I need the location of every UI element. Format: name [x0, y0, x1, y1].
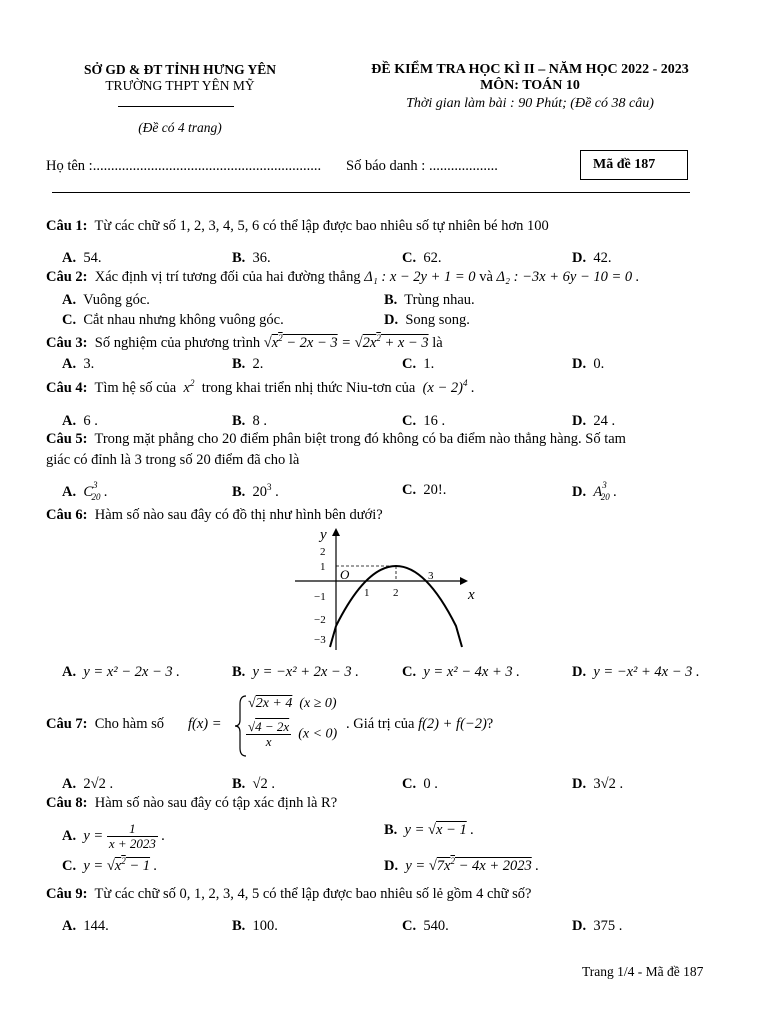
subject-title: MÔN: TOÁN 10	[480, 78, 580, 93]
y-tick-m2: −2	[314, 614, 326, 626]
q8-option-d: D. $y = √7x^2 - 4x + 2023$ .	[384, 856, 539, 874]
q5-option-d: D. $A^3_{20}$ .	[572, 480, 617, 502]
exam-duration: Thời gian làm bài : 90 Phút; (Đề có 38 câu)	[406, 96, 654, 111]
school-name: TRƯỜNG THPT YÊN MỸ	[105, 78, 255, 93]
y-axis-label: y	[320, 527, 327, 543]
y-tick-m1: −1	[314, 591, 326, 603]
question-5-line2: giác có đỉnh là 3 trong số 20 điểm đã cho là	[46, 452, 300, 468]
x-tick-3: 3	[428, 570, 434, 582]
q8-option-b: B. y = √x − 1 .	[384, 822, 474, 838]
x-tick-1: 1	[364, 587, 370, 599]
q3-option-d: D. 0.	[572, 356, 605, 372]
q5-option-b: B. $20^3$ .	[232, 482, 279, 500]
q7-option-a: A. 2√2 .	[62, 776, 114, 792]
q1-option-a: A. 54.	[62, 250, 102, 266]
student-id-field: Số báo danh : ...................	[346, 158, 498, 174]
x-axis-label: x	[468, 587, 475, 603]
q7-option-d: D. 3√2 .	[572, 776, 624, 792]
q1-option-b: B. 36.	[232, 250, 271, 266]
q5-option-c: C. 20!.	[402, 482, 447, 498]
y-tick-2: 2	[320, 546, 326, 558]
q7-case-2: $\frac{√4 - 2x}{x}$ (x < 0)	[248, 719, 338, 749]
q5-option-a: A. $C^3_{20}$ .	[62, 480, 108, 502]
q2-option-c: C. Cắt nhau nhưng không vuông góc.	[62, 312, 284, 328]
question-8: Câu 8: Hàm số nào sau đây có tập xác định là R?	[46, 795, 338, 811]
question-5: Câu 5: Trong mặt phẳng cho 20 điểm phân biệt trong đó không có ba điểm nào thẳng hàng. Số tam	[46, 431, 626, 447]
q9-option-d: D. 375 .	[572, 918, 623, 934]
page-footer: Trang 1/4 - Mã đề 187	[582, 964, 704, 979]
q9-option-a: A. 144.	[62, 918, 109, 934]
q7-question-tail: . Giá trị của f(2) + f(−2)?	[346, 716, 494, 732]
q9-option-c: C. 540.	[402, 918, 449, 934]
q3-option-c: C. 1.	[402, 356, 435, 372]
q6-option-c: C. y = x² − 4x + 3 .	[402, 664, 520, 680]
question-3: Câu 3: Số nghiệm của phương trình $√x^2 - 2x - 3 = √2x^2 + x - 3$ là	[46, 333, 443, 351]
y-tick-m3: −3	[314, 634, 326, 646]
exam-code-box: Mã đề 187	[580, 150, 688, 180]
q1-option-d: D. 42.	[572, 250, 612, 266]
q7-option-b: B. √2 .	[232, 776, 276, 792]
header-underline	[118, 106, 234, 107]
q7-case-1: √2x + 4 (x ≥ 0)	[248, 696, 337, 711]
q3-option-a: A. 3.	[62, 356, 95, 372]
q4-option-b: B. 8 .	[232, 413, 268, 429]
page-count-note: (Đề có 4 trang)	[138, 120, 222, 135]
x-tick-2: 2	[393, 587, 399, 599]
separator-line	[52, 192, 690, 193]
y-tick-1: 1	[320, 561, 326, 573]
question-1: Câu 1: Từ các chữ số 1, 2, 3, 4, 5, 6 có thể lập được bao nhiêu số tự nhiên bé hơn 100	[46, 218, 549, 234]
q7-option-c: C. 0 .	[402, 776, 438, 792]
q4-option-a: A. 6 .	[62, 413, 98, 429]
q2-option-a: A. Vuông góc.	[62, 292, 150, 308]
q8-option-c: C. $y = √x^2 - 1$ .	[62, 856, 158, 874]
parabola-curve	[336, 566, 462, 647]
q2-option-d: D. Song song.	[384, 312, 470, 328]
q4-option-c: C. 16 .	[402, 413, 446, 429]
parabola-graph	[290, 525, 490, 655]
q6-option-b: B. y = −x² + 2x − 3 .	[232, 664, 359, 680]
question-7: Câu 7: Cho hàm số	[46, 716, 165, 732]
exam-title: ĐỀ KIỂM TRA HỌC KÌ II – NĂM HỌC 2022 - 2023	[371, 62, 689, 77]
q8-option-a: A. y = $\frac{1}{x + 2023}$ .	[62, 821, 166, 851]
q2-option-b: B. Trùng nhau.	[384, 292, 475, 308]
question-2: Câu 2: Xác định vị trí tương đối của hai đường thẳng Δ₁ : x − 2y + 1 = 0 và Δ₂ : −3x + 6y − 10 = 0 .	[46, 269, 640, 285]
x-axis-arrow	[460, 577, 468, 585]
student-name-field: Họ tên :...............................................................	[46, 158, 322, 174]
question-9: Câu 9: Từ các chữ số 0, 1, 2, 3, 4, 5 có thể lập được bao nhiêu số lẻ gồm 4 chữ số?	[46, 886, 532, 902]
parabola-left-tail	[330, 626, 336, 647]
question-6: Câu 6: Hàm số nào sau đây có đồ thị như hình bên dưới?	[46, 507, 383, 523]
q3-option-b: B. 2.	[232, 356, 264, 372]
q1-option-c: C. 62.	[402, 250, 442, 266]
q6-option-a: A. y = x² − 2x − 3 .	[62, 664, 180, 680]
question-4: Câu 4: Tìm hệ số của $x^2$ trong khai triển nhị thức Niu-tơn của $(x - 2)^4$ .	[46, 378, 475, 396]
q4-option-d: D. 24 .	[572, 413, 616, 429]
department-name: SỞ GD & ĐT TỈNH HƯNG YÊN	[83, 62, 277, 77]
y-axis-arrow	[332, 528, 340, 536]
q7-function-def: f(x) =	[188, 716, 222, 732]
q6-option-d: D. y = −x² + 4x − 3 .	[572, 664, 700, 680]
q9-option-b: B. 100.	[232, 918, 278, 934]
q3-equation: $√x^2 - 2x - 3 = √2x^2 + x - 3$	[263, 333, 429, 351]
origin-label: O	[340, 567, 350, 582]
